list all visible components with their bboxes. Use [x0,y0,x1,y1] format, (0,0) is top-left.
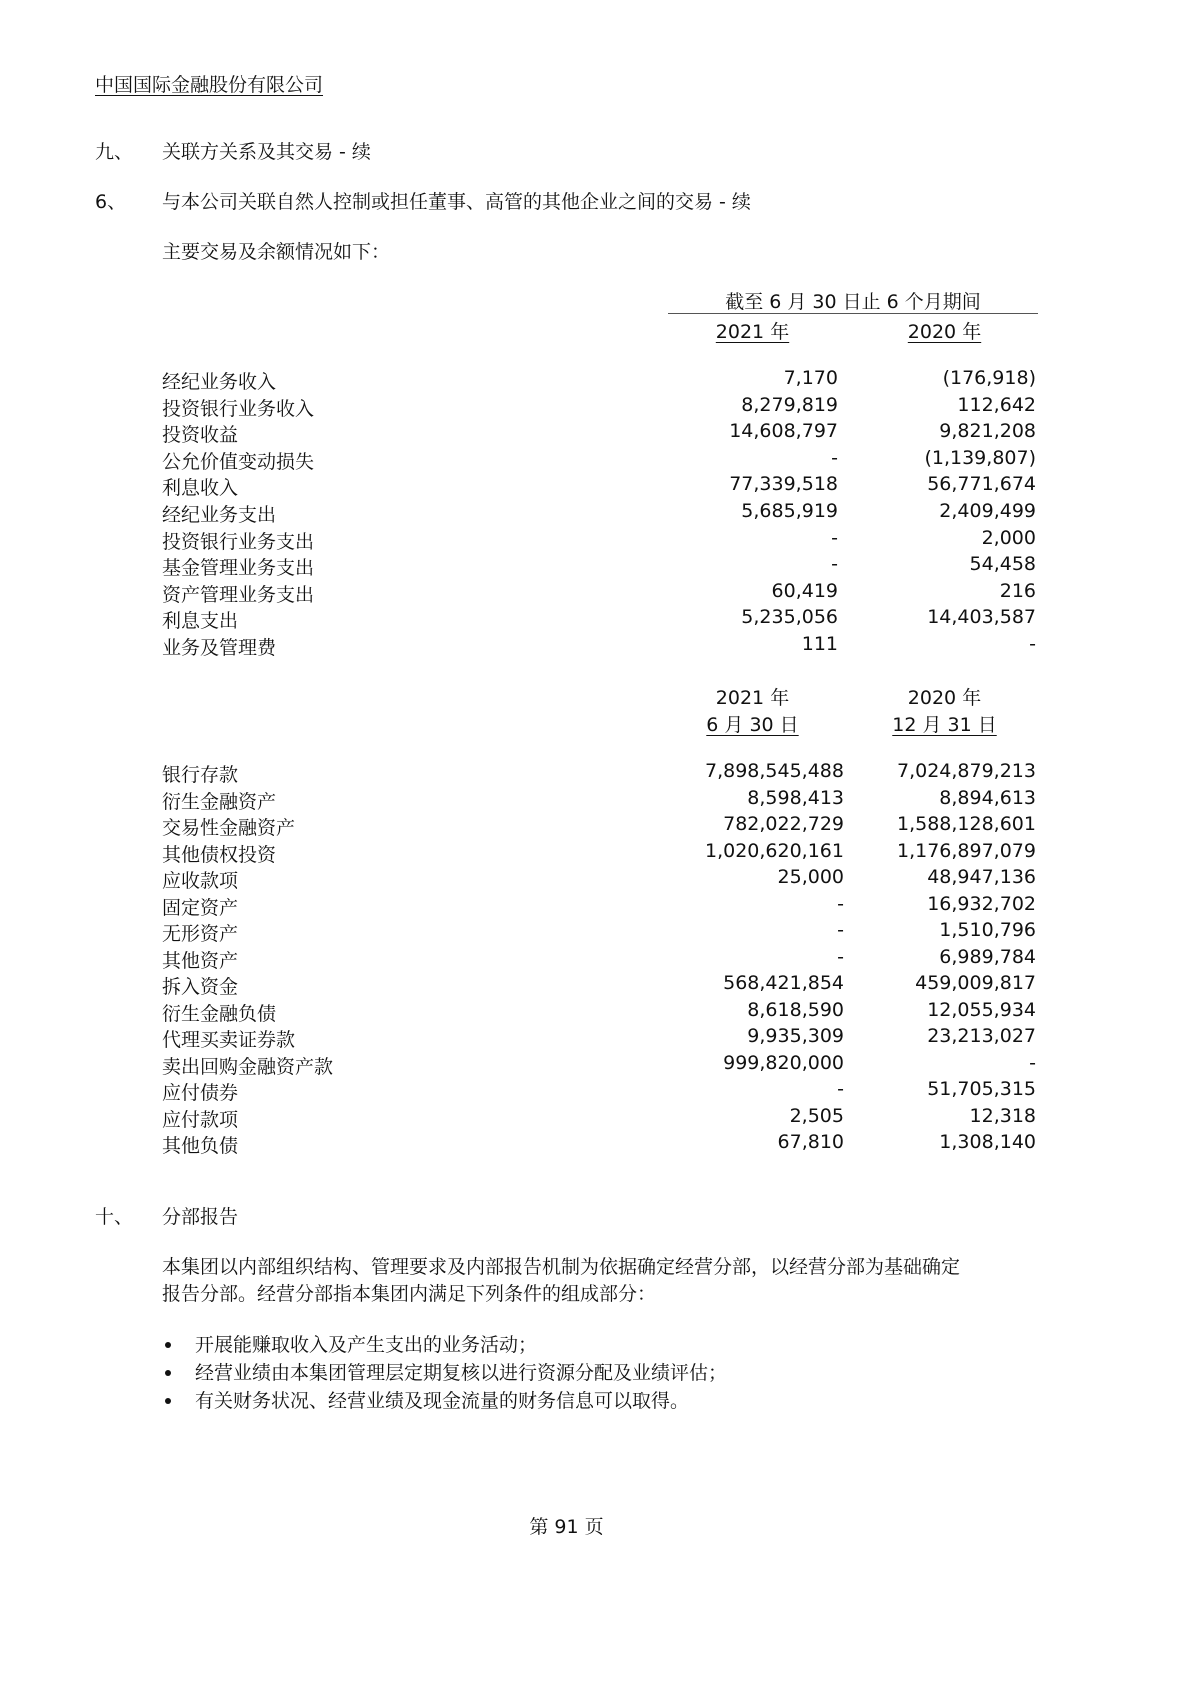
paragraph-line: 报告分部。经营分部指本集团内满足下列条件的组成部分： [162,1283,657,1305]
value-cell: 5,685,919 [741,500,838,522]
paragraph-line: 本集团以内部组织结构、管理要求及内部报告机制为依据确定经营分部，以经营分部为基础确定 [162,1256,961,1278]
value-cell: 51,705,315 [927,1078,1036,1100]
row-label: 其他资产 [162,949,239,972]
value-cell: 8,279,819 [741,393,838,416]
company-header: 中国国际金融股份有限公司 [95,74,324,96]
bullet-icon [165,1370,171,1376]
subsection-number: 6、 [95,191,127,213]
value-cell: - [831,553,838,576]
bullet-item: 有关财务状况、经营业绩及现金流量的财务信息可以取得。 [195,1390,690,1412]
value-cell: 12,318 [969,1104,1036,1127]
row-label: 基金管理业务支出 [162,557,315,580]
value-cell: 9,935,309 [747,1025,844,1047]
value-cell: 25,000 [777,866,844,888]
row-label: 无形资产 [162,923,239,945]
intro-text: 主要交易及余额情况如下： [162,241,391,263]
row-label: 应付债券 [162,1082,239,1104]
value-cell: 2,409,499 [939,500,1036,522]
value-cell: 6,989,784 [939,945,1036,968]
section-title: 关联方关系及其交易 - 续 [162,141,371,163]
value-cell: - [831,526,838,549]
value-cell: - [1029,633,1036,655]
row-label: 经纪业务支出 [162,504,277,526]
row-label: 经纪业务收入 [162,371,277,393]
value-cell: - [831,446,838,469]
row-label: 应付款项 [162,1108,239,1131]
value-cell: 54,458 [969,553,1036,576]
col-2021-year: 2021 年 [715,687,790,709]
value-cell: 111 [801,633,838,655]
value-cell: 8,618,590 [747,998,844,1021]
value-cell: 23,213,027 [927,1025,1036,1047]
row-label: 其他负债 [162,1135,239,1157]
value-cell: 1,308,140 [939,1131,1036,1153]
row-label: 利息收入 [162,477,239,500]
value-cell: 1,588,128,601 [896,813,1036,835]
row-label: 银行存款 [162,764,239,786]
row-label: 业务及管理费 [162,637,277,659]
col-2021-date: 6 月 30 日 [706,714,799,736]
row-label: 衍生金融资产 [162,790,277,813]
value-cell: 60,419 [771,579,838,602]
value-cell: - [837,919,844,941]
row-label: 拆入资金 [162,976,239,998]
value-cell: 1,176,897,079 [896,839,1036,862]
bullet-item: 开展能赚取收入及产生支出的业务活动； [195,1334,538,1356]
value-cell: (176,918) [942,367,1036,389]
value-cell: 48,947,136 [927,866,1036,888]
value-cell: 8,598,413 [747,786,844,809]
period-rule [668,313,1038,314]
value-cell: 14,608,797 [729,420,838,443]
value-cell: 16,932,702 [927,892,1036,915]
row-label: 资产管理业务支出 [162,583,315,606]
bullet-item: 经营业绩由本集团管理层定期复核以进行资源分配及业绩评估； [195,1362,728,1384]
row-label: 代理买卖证券款 [162,1029,296,1051]
bullet-icon [165,1398,171,1404]
value-cell: 12,055,934 [927,998,1036,1021]
value-cell: 568,421,854 [723,972,844,994]
value-cell: 8,894,613 [939,786,1036,809]
value-cell: 7,170 [783,367,838,389]
value-cell: 56,771,674 [927,473,1036,496]
value-cell: - [837,892,844,915]
row-label: 公允价值变动损失 [162,450,315,473]
col-2021-header: 2021 年 [715,321,790,343]
value-cell: (1,139,807) [924,446,1036,469]
row-label: 投资银行业务收入 [162,397,315,420]
subsection-title: 与本公司关联自然人控制或担任董事、高管的其他企业之间的交易 - 续 [162,191,751,213]
period-header: 截至 6 月 30 日止 6 个月期间 [725,291,981,313]
col-2020-year: 2020 年 [907,687,982,709]
value-cell: 5,235,056 [741,606,838,629]
value-cell: 1,510,796 [939,919,1036,941]
value-cell: 2,000 [981,526,1036,549]
value-cell: 216 [999,579,1036,602]
section-number: 九、 [95,141,134,163]
value-cell: 9,821,208 [939,420,1036,443]
row-label: 交易性金融资产 [162,817,296,839]
row-label: 投资银行业务支出 [162,530,315,553]
row-label: 固定资产 [162,896,239,919]
value-cell: 7,024,879,213 [896,760,1036,782]
row-label: 投资收益 [162,424,239,447]
row-label: 应收款项 [162,870,239,892]
col-2020-header: 2020 年 [907,321,982,343]
row-label: 衍生金融负债 [162,1002,277,1025]
row-label: 利息支出 [162,610,239,633]
row-label: 其他债权投资 [162,843,277,866]
col-2020-date: 12 月 31 日 [892,714,997,736]
value-cell: 1,020,620,161 [704,839,844,862]
value-cell: 7,898,545,488 [704,760,844,782]
section-title: 分部报告 [162,1206,239,1228]
value-cell: 112,642 [957,393,1036,416]
value-cell: 77,339,518 [729,473,838,496]
value-cell: 14,403,587 [927,606,1036,629]
bullet-icon [165,1342,171,1348]
section-number: 十、 [95,1206,134,1228]
value-cell: 67,810 [777,1131,844,1153]
value-cell: - [837,1078,844,1100]
value-cell: 2,505 [789,1104,844,1127]
value-cell: 999,820,000 [723,1051,844,1074]
page-number: 第 91 页 [529,1516,604,1538]
value-cell: 459,009,817 [915,972,1036,994]
value-cell: - [1029,1051,1036,1074]
value-cell: - [837,945,844,968]
value-cell: 782,022,729 [723,813,844,835]
row-label: 卖出回购金融资产款 [162,1055,334,1078]
